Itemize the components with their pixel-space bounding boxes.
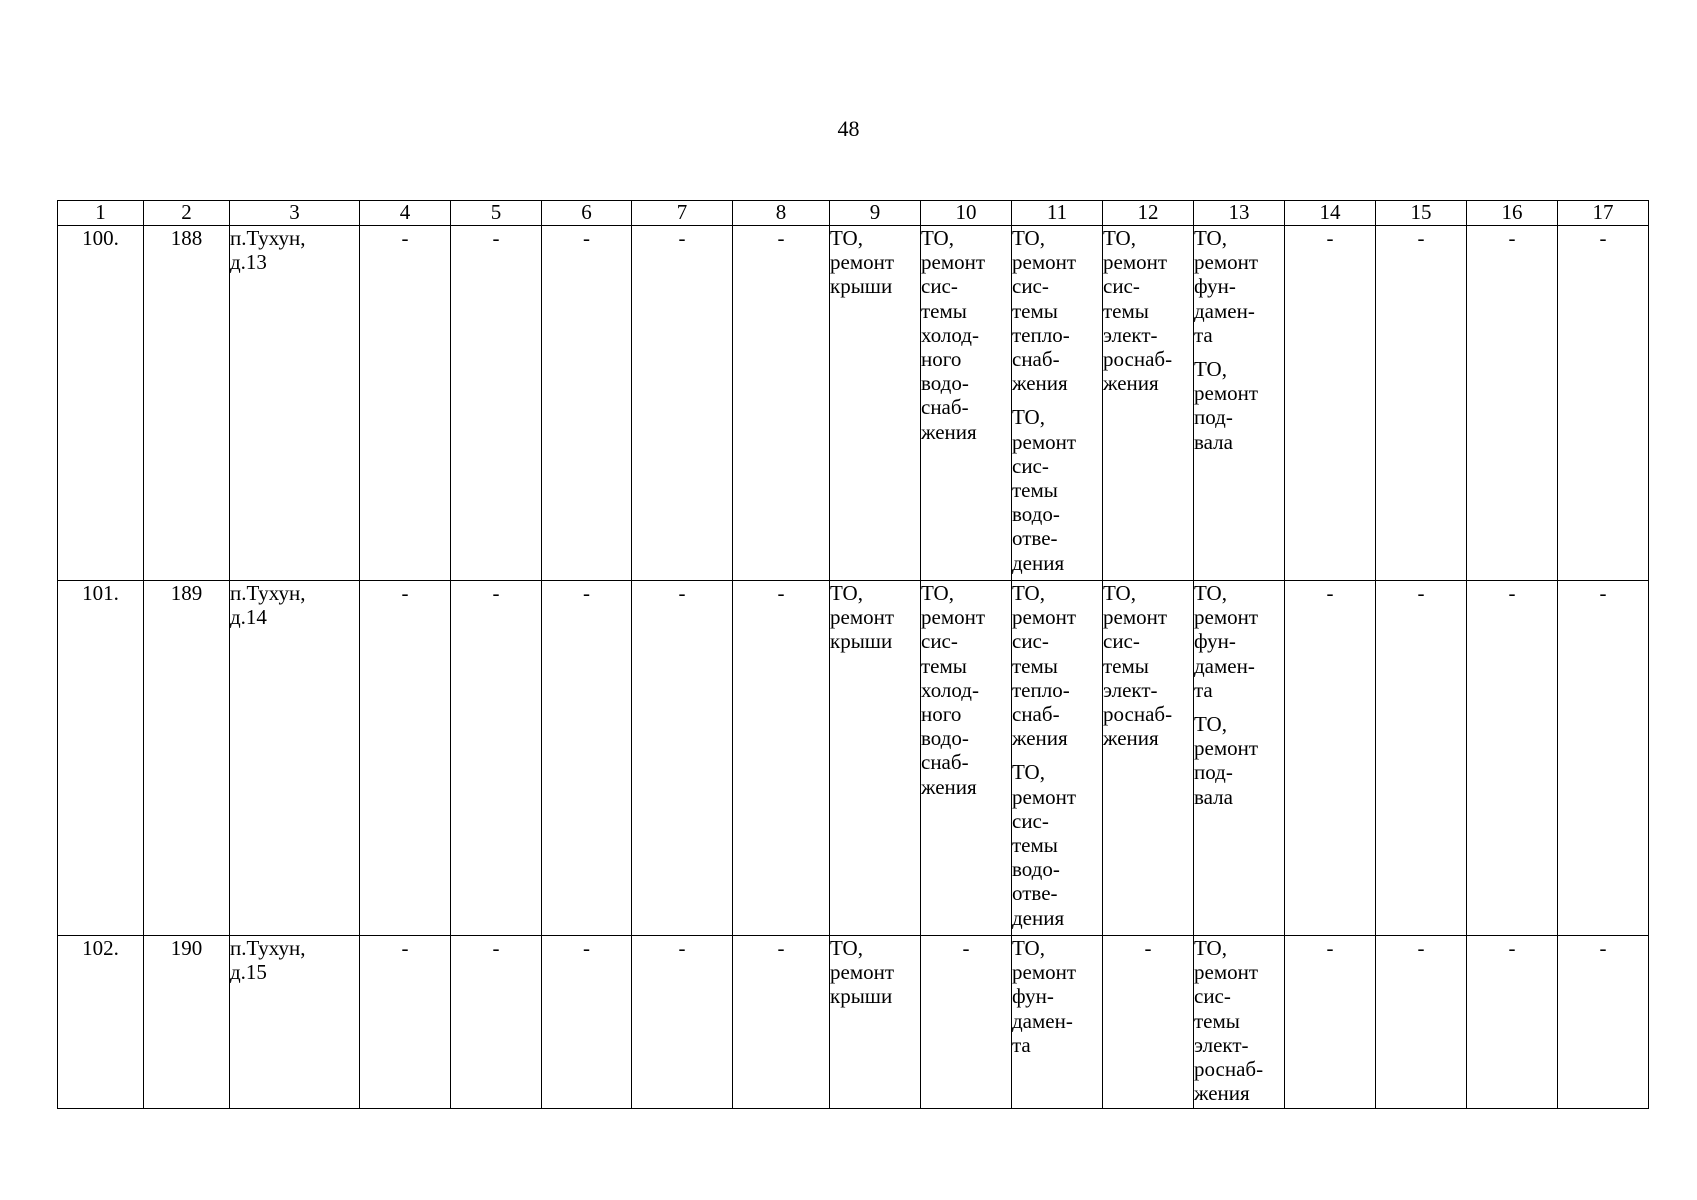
dash-cell: -: [1285, 581, 1376, 936]
dash-cell: -: [451, 936, 542, 1109]
work-cell-12: [1103, 581, 1194, 936]
dash-cell: -: [632, 226, 733, 581]
dash-cell: -: [733, 226, 830, 581]
column-header-6: 6: [542, 201, 632, 226]
column-header-3: 3: [230, 201, 360, 226]
work-entry: ТО, ремонт под- вала: [1194, 357, 1259, 454]
dash-cell: -: [921, 936, 1012, 1109]
dash-cell: -: [1467, 936, 1558, 1109]
work-entry: ТО, ремонт фун- дамен- та: [1194, 226, 1259, 347]
column-header-13: 13: [1194, 201, 1285, 226]
column-header-17: 17: [1558, 201, 1649, 226]
dash-cell: -: [451, 226, 542, 581]
column-header-8: 8: [733, 201, 830, 226]
work-cell-11: [1012, 936, 1103, 1109]
dash-cell: -: [1376, 581, 1467, 936]
column-header-12: 12: [1103, 201, 1194, 226]
dash-cell: -: [1467, 581, 1558, 936]
column-header-5: 5: [451, 201, 542, 226]
work-cell-9: [830, 581, 921, 936]
code-cell: 189: [144, 581, 230, 936]
dash-cell: -: [632, 936, 733, 1109]
work-entry: ТО, ремонт крыши: [830, 936, 895, 1009]
dash-cell: -: [1285, 936, 1376, 1109]
code-cell: 190: [144, 936, 230, 1109]
dash-cell: -: [542, 936, 632, 1109]
work-entry: ТО, ремонт сис- темы холод- ного водо- снаб- жения: [921, 226, 986, 444]
row-number-cell: 101.: [58, 581, 144, 936]
dash-cell: -: [632, 581, 733, 936]
dash-cell: -: [1558, 936, 1649, 1109]
column-header-2: 2: [144, 201, 230, 226]
work-cell-10: [921, 581, 1012, 936]
dash-cell: -: [1285, 226, 1376, 581]
dash-cell: -: [1558, 581, 1649, 936]
work-entry: ТО, ремонт сис- темы водо- отве- дения: [1012, 405, 1077, 575]
work-entry: ТО, ремонт крыши: [830, 581, 895, 654]
work-entry: ТО, ремонт сис- темы тепло- снаб- жения: [1012, 581, 1077, 751]
work-cell-13: [1194, 581, 1285, 936]
column-header-7: 7: [632, 201, 733, 226]
work-cell-11: [1012, 581, 1103, 936]
work-cell-12: [1103, 226, 1194, 581]
work-entry: ТО, ремонт крыши: [830, 226, 895, 299]
page-number: 48: [837, 116, 860, 141]
table-row: [58, 226, 1649, 581]
work-entry: ТО, ремонт сис- темы элект- роснаб- жения: [1103, 581, 1173, 751]
dash-cell: -: [1558, 226, 1649, 581]
table-row: [58, 936, 1649, 1109]
work-entry: ТО, ремонт сис- темы элект- роснаб- жения: [1194, 936, 1264, 1106]
address-cell: [230, 581, 360, 936]
dash-cell: -: [360, 226, 451, 581]
address-cell: [230, 936, 360, 1109]
column-header-10: 10: [921, 201, 1012, 226]
address-text: п.Тухун, д.15: [230, 936, 306, 985]
dash-cell: -: [360, 581, 451, 936]
table-row: [58, 581, 1649, 936]
row-number-cell: 102.: [58, 936, 144, 1109]
work-cell-10: [921, 226, 1012, 581]
dash-cell: -: [542, 581, 632, 936]
dash-cell: -: [451, 581, 542, 936]
work-entry: ТО, ремонт под- вала: [1194, 712, 1259, 809]
maintenance-table: [57, 200, 1649, 1109]
column-header-9: 9: [830, 201, 921, 226]
column-header-15: 15: [1376, 201, 1467, 226]
work-entry: ТО, ремонт сис- темы тепло- снаб- жения: [1012, 226, 1077, 396]
column-header-16: 16: [1467, 201, 1558, 226]
work-cell-9: [830, 226, 921, 581]
row-number-cell: 100.: [58, 226, 144, 581]
address-cell: [230, 226, 360, 581]
dash-cell: -: [1376, 226, 1467, 581]
column-header-4: 4: [360, 201, 451, 226]
dash-cell: -: [1376, 936, 1467, 1109]
dash-cell: -: [733, 581, 830, 936]
work-entry: ТО, ремонт сис- темы холод- ного водо- снаб- жения: [921, 581, 986, 799]
dash-cell: -: [1467, 226, 1558, 581]
work-entry: ТО, ремонт сис- темы элект- роснаб- жения: [1103, 226, 1173, 396]
address-text: п.Тухун, д.13: [230, 226, 306, 275]
work-cell-13: [1194, 226, 1285, 581]
column-header-14: 14: [1285, 201, 1376, 226]
column-header-11: 11: [1012, 201, 1103, 226]
dash-cell: -: [733, 936, 830, 1109]
work-entry: ТО, ремонт фун- дамен- та: [1012, 936, 1077, 1057]
work-cell-13: [1194, 936, 1285, 1109]
column-header-1: 1: [58, 201, 144, 226]
work-cell-9: [830, 936, 921, 1109]
work-entry: ТО, ремонт сис- темы водо- отве- дения: [1012, 760, 1077, 930]
dash-cell: -: [360, 936, 451, 1109]
dash-cell: -: [542, 226, 632, 581]
column-number-row: [58, 201, 1649, 226]
work-entry: ТО, ремонт фун- дамен- та: [1194, 581, 1259, 702]
address-text: п.Тухун, д.14: [230, 581, 306, 630]
dash-cell: -: [1103, 936, 1194, 1109]
code-cell: 188: [144, 226, 230, 581]
work-cell-11: [1012, 226, 1103, 581]
